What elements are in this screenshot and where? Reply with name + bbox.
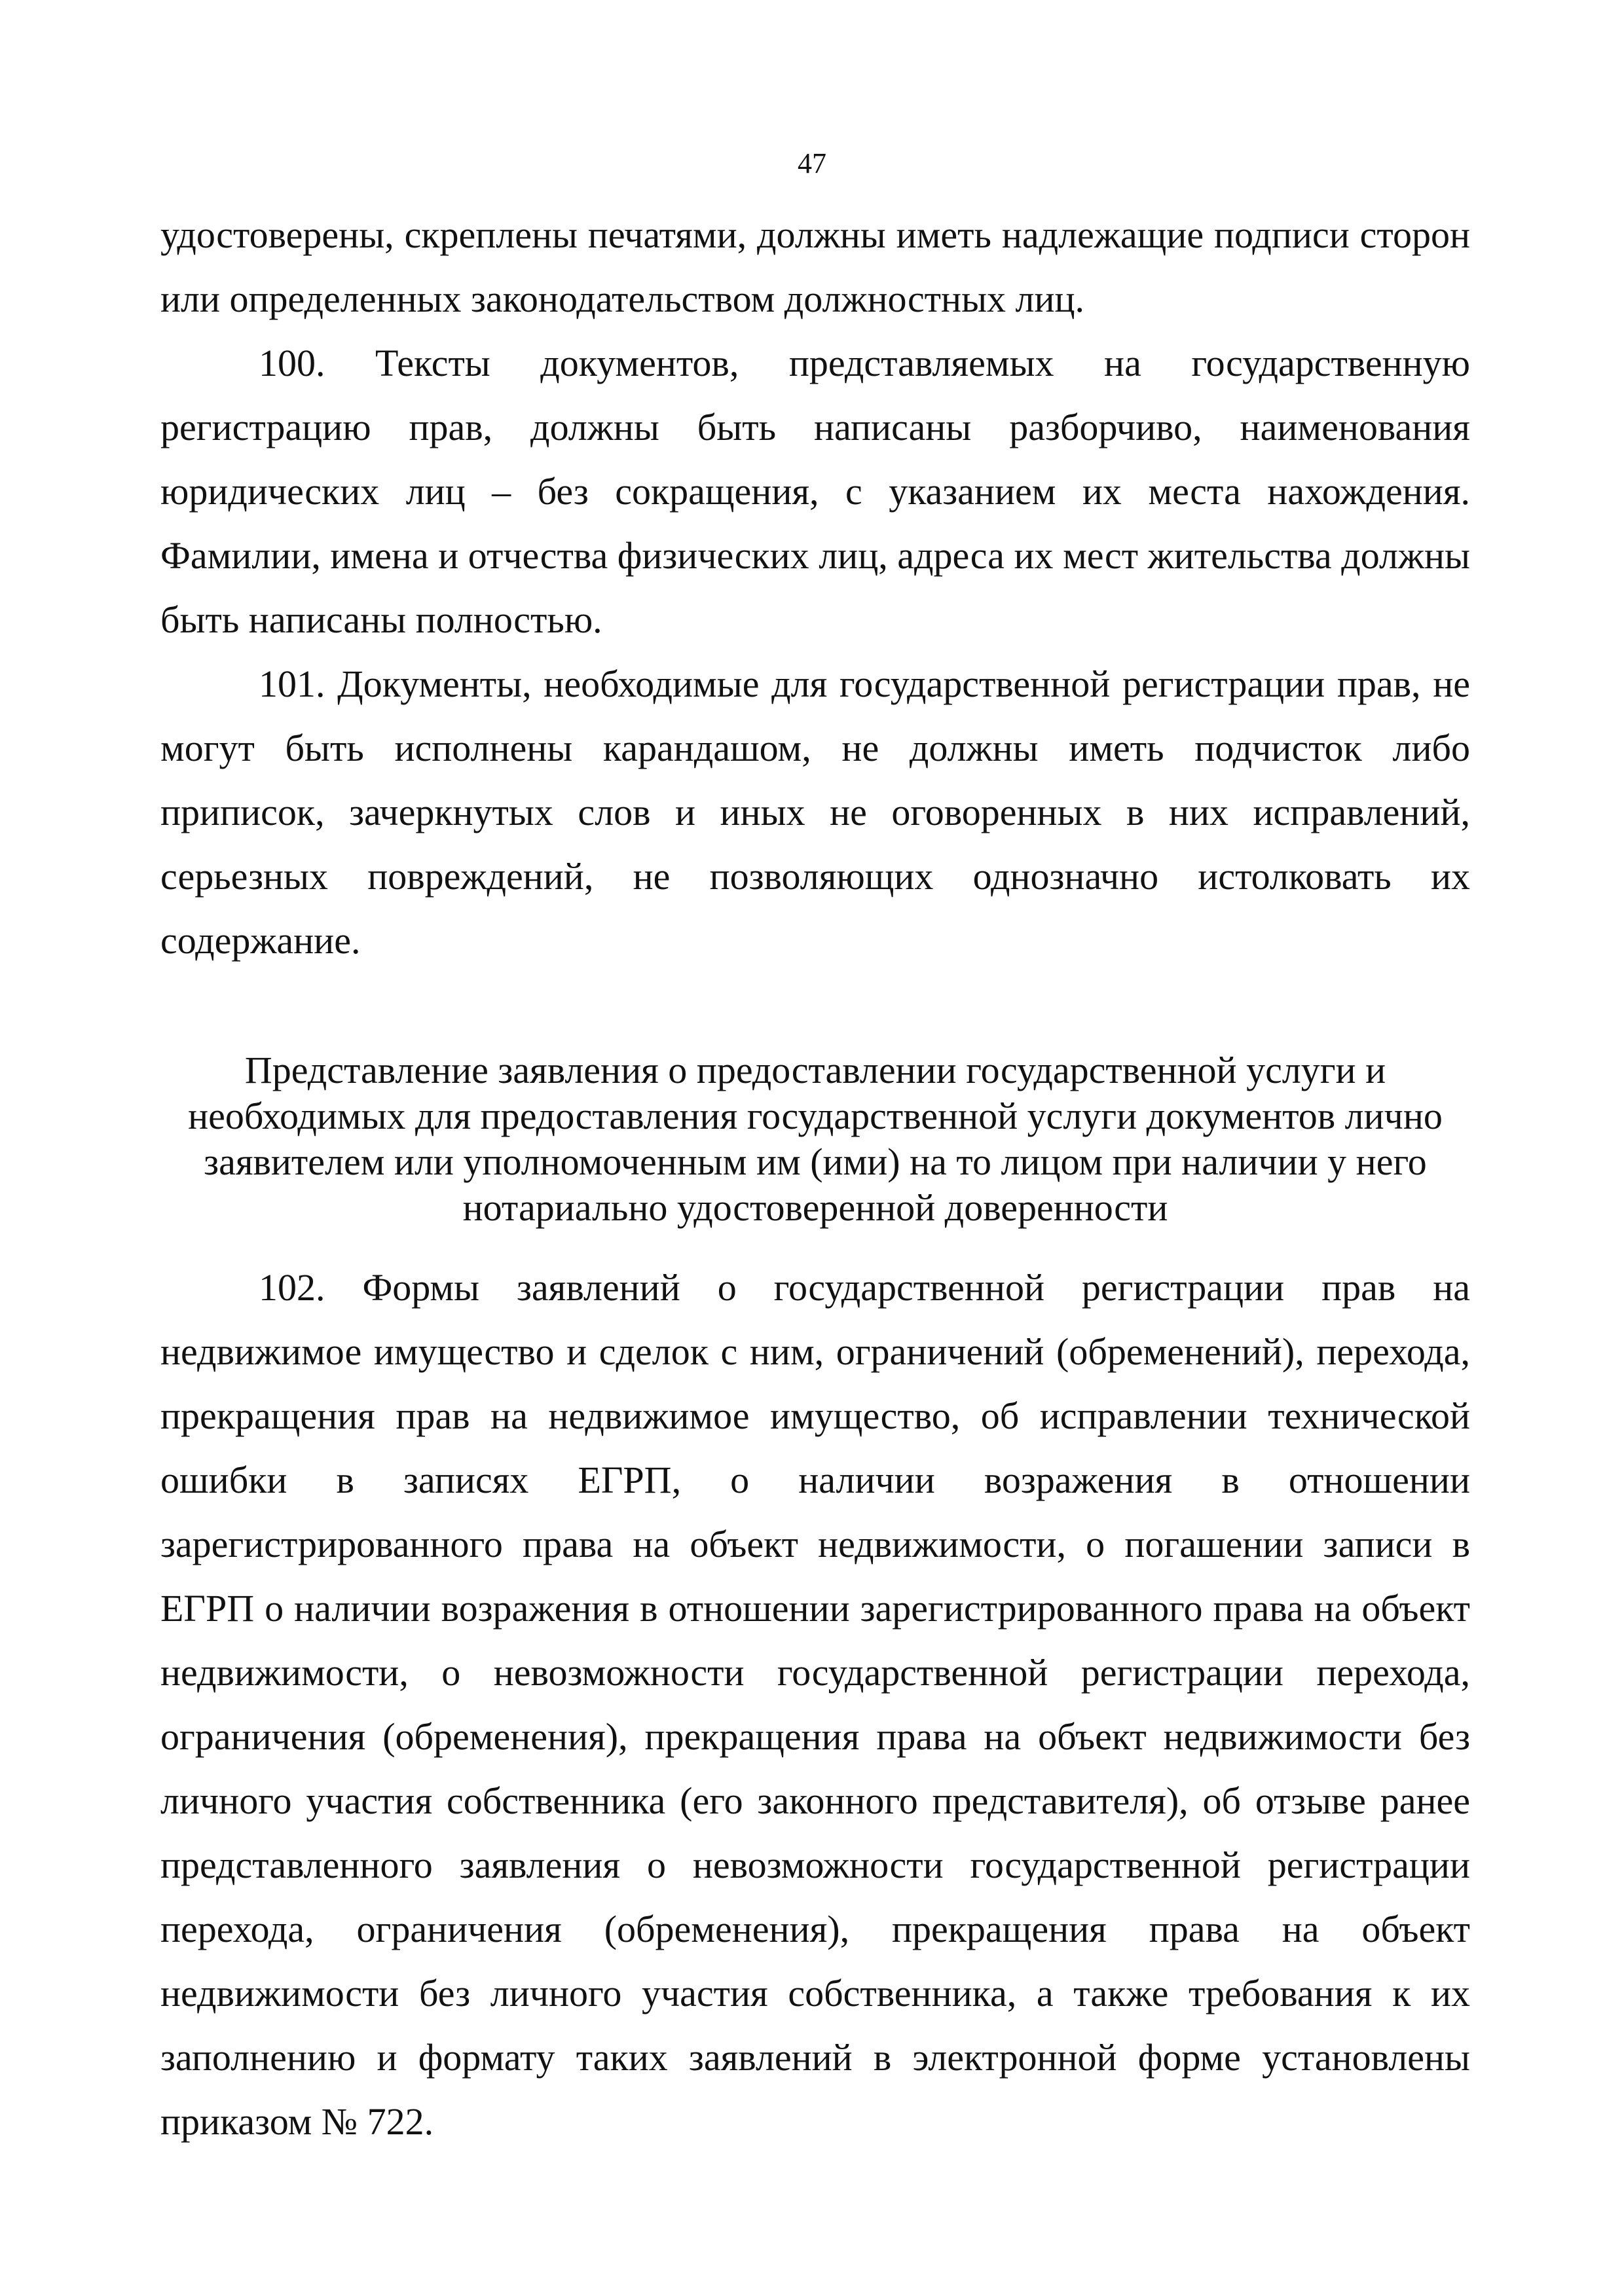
paragraph-continuation: удостоверены, скреплены печатями, должны иметь надлежащие подписи сторон или определенных законодательством должностных лиц.	[160, 213, 1470, 320]
page-number: 47	[798, 147, 826, 179]
heading-line: необходимых для предоставления государственной услуги документов лично	[188, 1095, 1443, 1137]
paragraph-100: 100. Тексты документов, представляемых на государственную регистрацию прав, должны быть написаны разборчиво, наименования юридических лиц – без сокращения, с указанием их места нахождения. Фамилии, имена и отчества физических лиц, адреса их мест жительства должны быть написаны полностью.	[160, 342, 1470, 641]
paragraph-101: 101. Документы, необходимые для государственной регистрации прав, не могут быть исполнены карандашом, не должны иметь подчисток либо приписок, зачеркнутых слов и иных не оговоренных в них исправлений, серьезных повреждений, не позволяющих однозначно истолковать их содержание.	[160, 663, 1470, 962]
section-heading	[160, 1048, 1470, 1231]
body-text-top	[160, 203, 1470, 973]
paragraph-102: 102. Формы заявлений о государственной регистрации прав на недвижимое имущество и сделок с ним, ограничений (обременений), перехода, прекращения прав на недвижимое имущество, об исправлении технической ошибки в записях ЕГРП, о наличии возражения в отношении зарегистрированного права на объект недвижимости, о погашении записи в ЕГРП о наличии возражения в отношении зарегистрированного права на объект недвижимости, о невозможности государственной регистрации перехода, ограничения (обременения), прекращения права на объект недвижимости без личного участия собственника (его законного представителя), об отзыве ранее представленного заявления о невозможности государственной регистрации перехода, ограничения (обременения), прекращения права на объект недвижимости без личного участия собственника, а также требования к их заполнению и формату таких заявлений в электронной форме установлены приказом № 722.	[160, 1266, 1470, 2143]
heading-line: заявителем или уполномоченным им (ими) на то лицом при наличии у него	[204, 1140, 1427, 1183]
heading-line: Представление заявления о предоставлении государственной услуги и	[244, 1049, 1386, 1091]
heading-line: нотариально удостоверенной доверенности	[462, 1186, 1168, 1229]
body-text-bottom	[160, 1256, 1470, 2154]
